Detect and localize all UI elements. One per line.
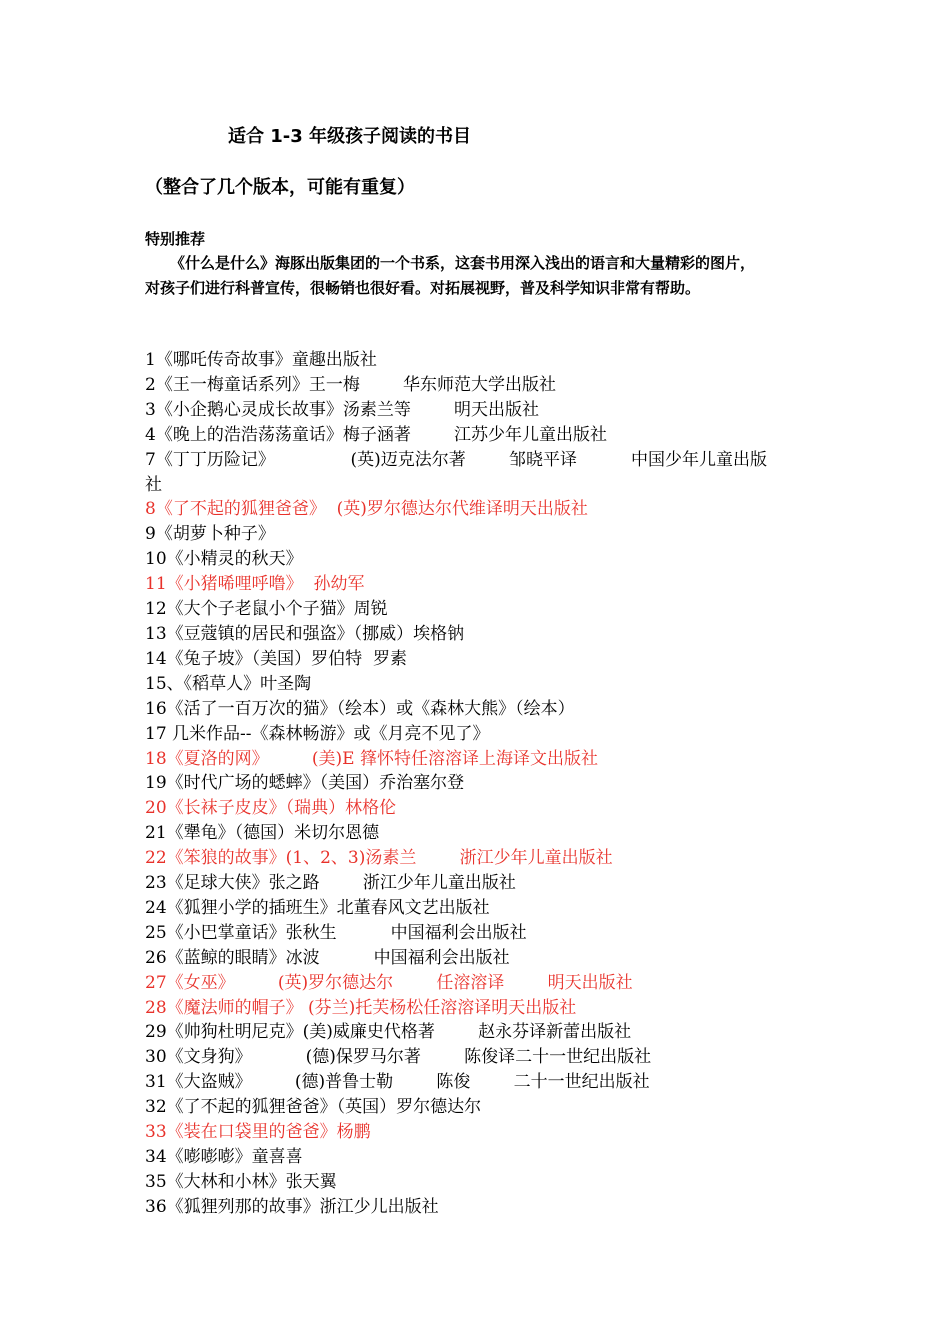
book-list-item: 22《笨狼的故事》(1、2、3)汤素兰 浙江少年儿童出版社 [145, 848, 613, 869]
book-list-item: 32《了不起的狐狸爸爸》（英国）罗尔德达尔 [145, 1097, 482, 1118]
book-list-item: 18《夏洛的网》 (美)E 箨怀特任溶溶译上海译文出版社 [145, 748, 598, 769]
book-list-item: 29《帅狗杜明尼克》(美)威廉史代格著 赵永芬译新蕾出版社 [145, 1022, 632, 1043]
book-list-item: 1《哪吒传奇故事》童趣出版社 [145, 350, 377, 370]
book-list-item: 35《大林和小林》张天翼 [145, 1171, 337, 1192]
book-list-item: 25《小巴掌童话》张秋生 中国福利会出版社 [145, 922, 527, 943]
book-list-item: 16《活了一百万次的猫》（绘本）或《森林大熊》（绘本） [145, 698, 575, 719]
book-list-item: 4《晚上的浩浩荡荡童话》梅子涵著 江苏少年儿童出版社 [145, 424, 608, 445]
special-recommend-paragraph [145, 251, 815, 301]
book-list-item: 28《魔法师的帽子》 (芬兰)托芙杨松任溶溶译明天出版社 [145, 997, 577, 1018]
book-list-item: 17 几米作品--《森林畅游》或《月亮不见了》 [145, 723, 490, 744]
special-recommend-line-2: 对孩子们进行科普宣传，很畅销也很好看。对拓展视野，普及科学知识非常有帮助。 [145, 279, 701, 297]
book-list-item: 36《狐狸列那的故事》浙江少儿出版社 [145, 1196, 439, 1217]
book-list-item: 23《足球大侠》张之路 浙江少年儿童出版社 [145, 873, 516, 894]
book-list-item: 31《大盗贼》 (德)普鲁士勒 陈俊 二十一世纪出版社 [145, 1072, 650, 1093]
special-recommend-heading: 特别推荐 [145, 230, 206, 248]
special-recommend-line-1: 《什么是什么》海豚出版集团的一个书系，这套书用深入浅出的语言和大量精彩的图片， [170, 254, 756, 272]
book-list [145, 348, 825, 1220]
book-list-item: 26《蓝鲸的眼睛》冰波 中国福利会出版社 [145, 947, 510, 968]
book-list-item: 15、《稻草人》叶圣陶 [145, 673, 312, 694]
book-list-item: 8《了不起的狐狸爸爸》 (英)罗尔德达尔代维译明天出版社 [145, 499, 588, 520]
book-list-item: 27《女巫》 (英)罗尔德达尔 任溶溶译 明天出版社 [145, 972, 633, 993]
book-list-item: 19《时代广场的蟋蟀》（美国）乔治塞尔登 [145, 773, 465, 794]
book-list-item: 24《狐狸小学的插班生》北董春风文艺出版社 [145, 897, 490, 918]
book-list-item: 20《长袜子皮皮》（瑞典）林格伦 [145, 798, 397, 819]
document-subtitle: （整合了几个版本，可能有重复） [145, 177, 415, 198]
book-list-item: 10《小精灵的秋天》 [145, 549, 303, 570]
book-list-item: 12《大个子老鼠小个子猫》周锐 [145, 599, 388, 620]
book-list-item: 社 [145, 474, 162, 495]
book-list-item: 14《兔子坡》（美国）罗伯特 罗素 [145, 648, 407, 669]
book-list-item: 3《小企鹅心灵成长故事》汤素兰等 明天出版社 [145, 399, 540, 420]
book-list-item: 11《小猪唏哩呼噜》 孙幼军 [145, 574, 365, 595]
book-list-item: 34《嘭嘭嘭》童喜喜 [145, 1147, 303, 1167]
book-list-item: 33《装在口袋里的爸爸》杨鹏 [145, 1122, 371, 1143]
document-title: 适合 1-3 年级孩子阅读的书目 [228, 126, 472, 147]
book-list-item: 9《胡萝卜种子》 [145, 524, 275, 545]
book-list-item: 30《文身狗》 (德)保罗马尔著 陈俊译二十一世纪出版社 [145, 1047, 652, 1068]
book-list-item: 2《王一梅童话系列》王一梅 华东师范大学出版社 [145, 374, 557, 395]
book-list-item: 7《丁丁历险记》 (英)迈克法尔著 邹晓平译 中国少年儿童出版 [145, 449, 768, 470]
book-list-item: 13《豆蔻镇的居民和强盗》（挪威）埃格钠 [145, 623, 465, 644]
book-list-item: 21《犟龟》（德国）米切尔恩德 [145, 823, 380, 844]
